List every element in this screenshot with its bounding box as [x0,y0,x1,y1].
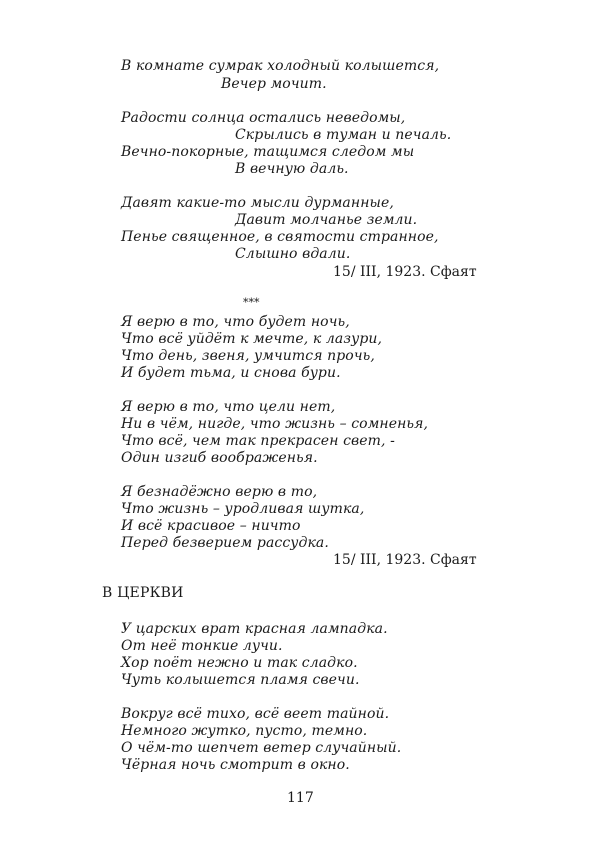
poem-line: Вечер мочит. [221,76,327,92]
poem-line: Скрылись в туман и печаль. [235,127,452,143]
poem-line: Слышно вдали. [235,246,351,262]
poem-line: И всё красивое – ничто [121,518,301,534]
poem-line: Хор поёт нежно и так сладко. [121,655,358,671]
poem-date-signature: 15/ III, 1923. Сфаят [333,552,477,568]
poem-line: И будет тьма, и снова бури. [121,365,341,381]
poem-line: Что жизнь – уродливая шутка, [121,501,365,517]
poem-line: В комнате сумрак холодный колышется, [121,58,440,74]
section-separator: *** [243,296,260,309]
poem-line: О чём-то шепчет ветер случайный. [121,740,402,756]
poem-title: В ЦЕРКВИ [102,585,184,601]
poem-line: Один изгиб воображенья. [121,450,318,466]
poem-line: Давит молчанье земли. [235,212,418,228]
poem-line: Я верю в то, что цели нет, [121,399,336,415]
poem-line: Пенье священное, в святости странное, [121,229,439,245]
poem-line: Перед безверием рассудка. [121,535,329,551]
poem-line: Давят какие-то мысли дурманные, [121,195,394,211]
poem-line: Вокруг всё тихо, всё веет тайной. [121,706,390,722]
poem-line: У царских врат красная лампадка. [121,621,388,637]
poem-line: Что день, звеня, умчится прочь, [121,348,375,364]
poem-line: Радости солнца остались неведомы, [121,110,406,126]
poem-line: Чёрная ночь смотрит в окно. [121,757,350,773]
poem-line: Чуть колышется пламя свечи. [121,672,360,688]
poem-line: Что всё, чем так прекрасен свет, - [121,433,395,449]
poem-date-signature: 15/ III, 1923. Сфаят [333,264,477,280]
poem-line: Вечно-покорные, тащимся следом мы [121,144,415,160]
poem-line: В вечную даль. [235,161,349,177]
poem-line: Немного жутко, пусто, темно. [121,723,368,739]
poem-line: От неё тонкие лучи. [121,638,283,654]
page-number: 117 [287,790,314,806]
poem-line: Что всё уйдёт к мечте, к лазури, [121,331,383,347]
poem-line: Я безнадёжно верю в то, [121,484,318,500]
poem-line: Я верю в то, что будет ночь, [121,314,350,330]
poem-line: Ни в чём, нигде, что жизнь – сомненья, [121,416,429,432]
